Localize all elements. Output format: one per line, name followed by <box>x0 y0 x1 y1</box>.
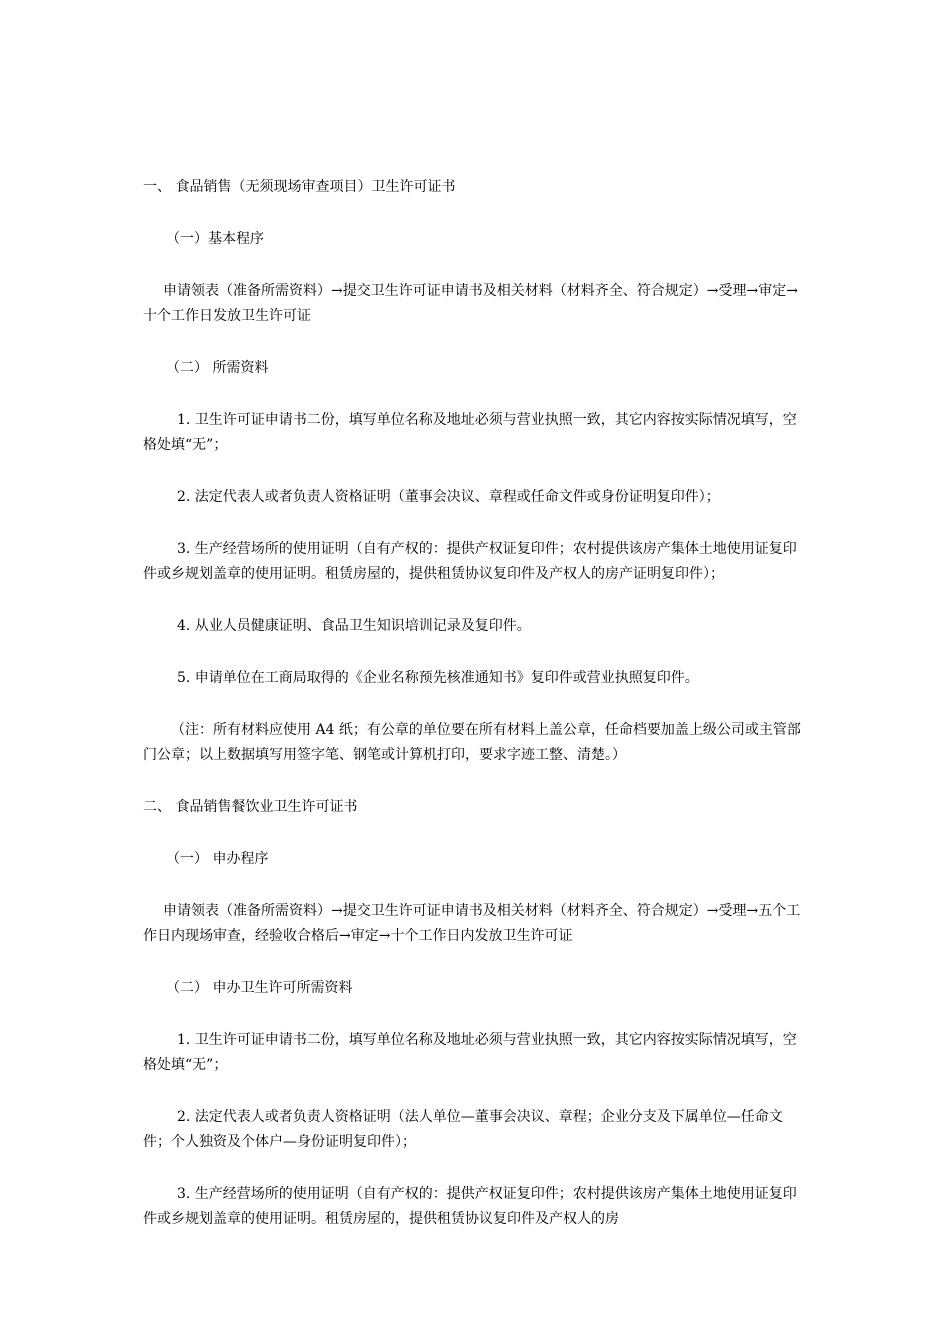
note-paragraph: （注：所有材料应使用 A4 纸；有公章的单位要在所有材料上盖公章，任命档要加盖上级公司或主管部门公章；以上数据填写用签字笔、钢笔或计算机打印，要求字迹工整、清楚。） <box>143 722 801 763</box>
subsection-heading-application-procedure: （一） 申办程序 <box>166 851 269 867</box>
list-item: 2. 法定代表人或者负责人资格证明（董事会决议、章程或任命文件或身份证明复印件）； <box>177 489 720 505</box>
list-item: 3. 生产经营场所的使用证明（自有产权的：提供产权证复印件；农村提供该房产集体土地使用证复印件或乡规划盖章的使用证明。租赁房屋的，提供租赁协议复印件及产权人的房产证明复印件）； <box>143 541 797 582</box>
section-heading-1: 一、 食品销售（无须现场审查项目）卫生许可证书 <box>143 179 456 195</box>
list-item: 5. 申请单位在工商局取得的《企业名称预先核准通知书》复印件或营业执照复印件。 <box>177 670 699 686</box>
list-item: 2. 法定代表人或者负责人资格证明（法人单位—董事会决议、章程；企业分支及下属单位—任命文件；个人独资及个体户—身份证明复印件）； <box>143 1109 783 1150</box>
list-item: 1. 卫生许可证申请书二份，填写单位名称及地址必须与营业执照一致，其它内容按实际情况填写，空格处填“无”； <box>143 1032 797 1073</box>
procedure-flow: 申请领表（准备所需资料）→提交卫生许可证申请书及相关材料（材料齐全、符合规定）→受理→审定→十个工作日发放卫生许可证 <box>143 283 798 324</box>
list-item: 3. 生产经营场所的使用证明（自有产权的：提供产权证复印件；农村提供该房产集体土地使用证复印件或乡规划盖章的使用证明。租赁房屋的，提供租赁协议复印件及产权人的房 <box>143 1186 797 1227</box>
procedure-flow: 申请领表（准备所需资料）→提交卫生许可证申请书及相关材料（材料齐全、符合规定）→受理→五个工作日内现场审查，经验收合格后→审定→十个工作日内发放卫生许可证 <box>143 903 801 944</box>
document-body <box>143 175 808 1259</box>
list-item: 1. 卫生许可证申请书二份，填写单位名称及地址必须与营业执照一致，其它内容按实际情况填写，空格处填“无”； <box>143 412 797 453</box>
subsection-heading-required-materials: （二） 所需资料 <box>166 360 269 376</box>
section-heading-2: 二、 食品销售餐饮业卫生许可证书 <box>143 799 358 815</box>
subsection-heading-license-materials: （二） 申办卫生许可所需资料 <box>166 980 353 996</box>
subsection-heading-basic-procedure: （一）基本程序 <box>166 231 264 247</box>
list-item: 4. 从业人员健康证明、食品卫生知识培训记录及复印件。 <box>177 618 531 634</box>
